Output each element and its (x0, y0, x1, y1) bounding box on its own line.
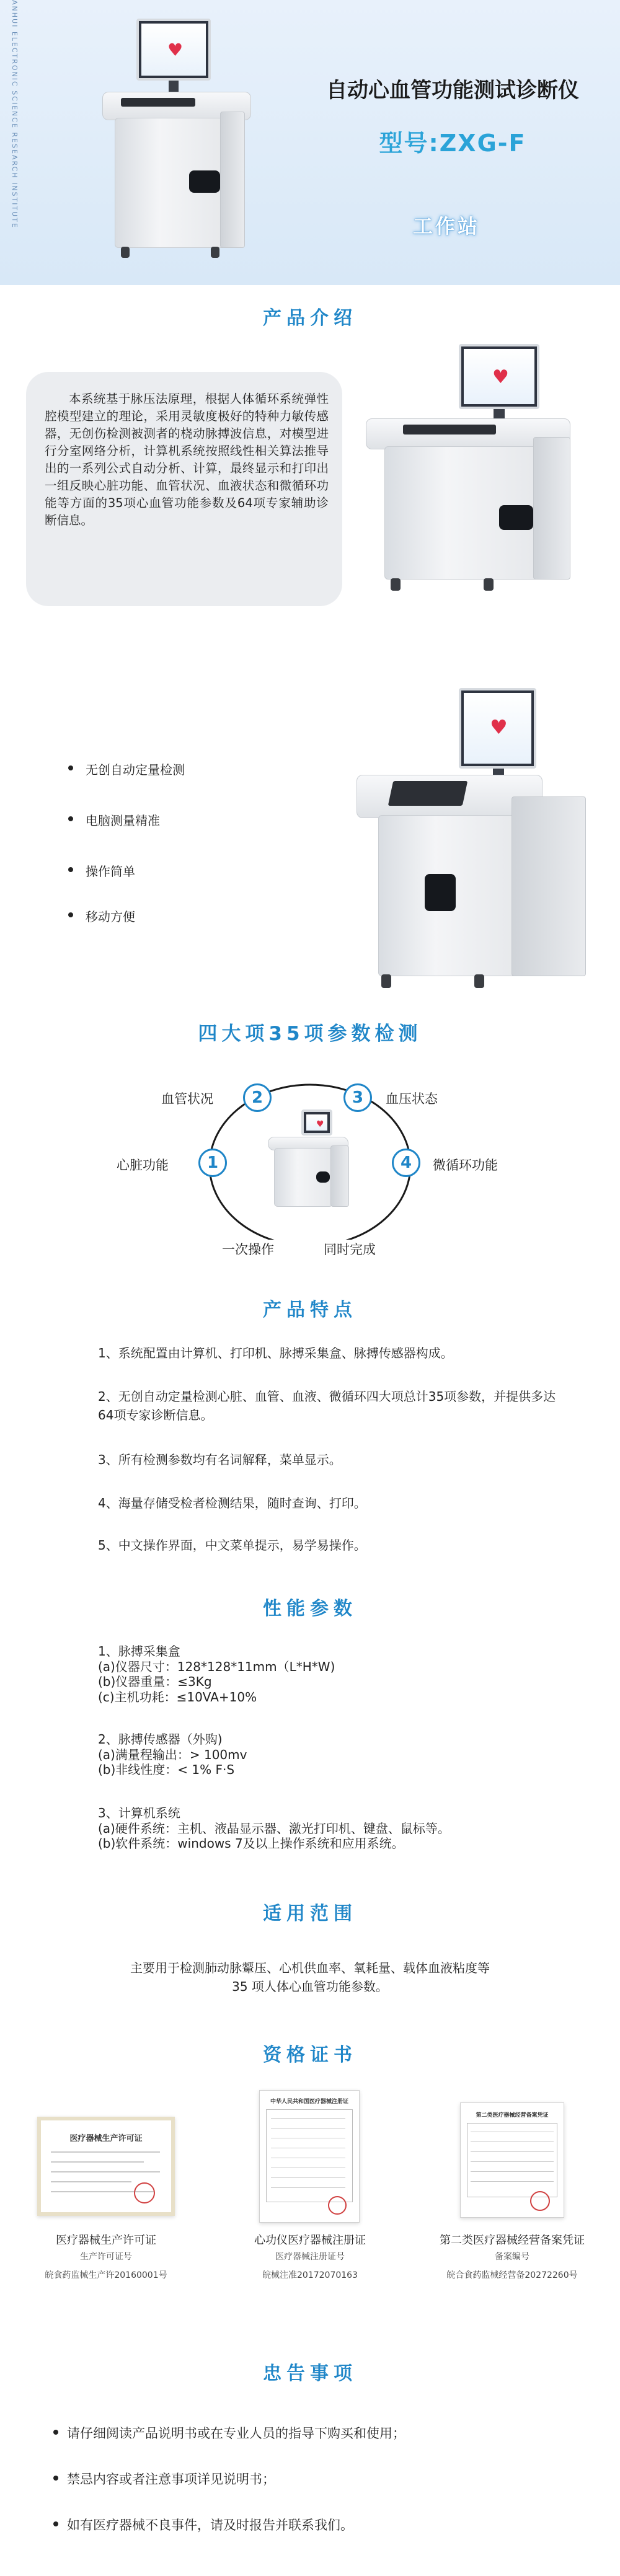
monitor (136, 19, 211, 81)
certificate-sub-1a: 生产许可证号 (80, 2252, 132, 2262)
seal-stamp (328, 2196, 347, 2215)
model-number: 型号:ZXG-F (379, 130, 526, 157)
characteristic-item: 4、海量存储受检者检测结果，随时查询、打印。 (98, 1496, 366, 1511)
param-label-microcirculation: 微循环功能 (433, 1158, 498, 1173)
scope-heading: 适用范围 (263, 1903, 357, 1925)
diagram-bottom-right: 同时完成 (324, 1242, 376, 1257)
heart-icon: ♥ (492, 366, 509, 388)
hero-machine-image (93, 19, 254, 260)
scope-line-1: 主要用于检测肺动脉颦压、心机供血率、氧耗量、载体血液粘度等 (130, 1961, 490, 1975)
warning-item: 请仔细阅读产品说明书或在专业人员的指导下购买和使用； (67, 2424, 405, 2442)
characteristic-item: 1、系统配置由计算机、打印机、脉搏采集盒、脉搏传感器构成。 (98, 1346, 453, 1361)
warnings-heading: 忠告事项 (263, 2363, 357, 2384)
feature-item: 无创自动定量检测 (86, 760, 185, 778)
intro-machine-image (366, 344, 601, 592)
intro-text: 本系统基于脉压法原理，根据人体循环系统弹性腔模型建立的理论，采用灵敏度极好的特种力敏传感器，无创伤检测被测者的桡动脉搏波信息，对模型进行分室网络分析，计算机系统按照线性相关算法推导出的一系列公式自动分析、计算，最终显示和打印出一组反映心脏功能、血管状况、血液状态和微循环功能等方面的35项心血管功能参数及64项专家辅助诊断信息。 (45, 392, 329, 527)
diagram-bottom-left: 一次操作 (222, 1242, 274, 1257)
certificate-name-2: 心功仪医疗器械注册证 (254, 2234, 366, 2247)
seal-stamp (134, 2182, 155, 2203)
scope-line-2: 35 项人体心血管功能参数。 (232, 1979, 388, 1994)
warning-item: 如有医疗器械不良事件，请及时报告并联系我们。 (67, 2515, 353, 2534)
diagram-machine-image: ♥ (265, 1109, 358, 1218)
feature-item: 电脑测量精准 (86, 811, 160, 829)
features-machine-image (356, 688, 604, 998)
certificate-sub-1b: 皖食药监械生产许20160001号 (45, 2270, 167, 2280)
certificate-name-1: 医疗器械生产许可证 (56, 2234, 156, 2247)
certificate-image-1: 医疗器械生产许可证 (37, 2117, 175, 2216)
param-label-pressure: 血压状态 (386, 1092, 438, 1106)
monitor (459, 688, 536, 769)
feature-item: 移动方便 (86, 907, 135, 925)
performance-heading: 性能参数 (263, 1598, 357, 1620)
param-number-2: 2 (243, 1083, 272, 1112)
characteristics-heading: 产品特点 (263, 1299, 357, 1321)
param-number-3: 3 (343, 1083, 372, 1112)
characteristic-item: 3、所有检测参数均有名词解释，菜单显示。 (98, 1452, 342, 1467)
intro-heading: 产品介绍 (263, 307, 357, 329)
hero-banner (0, 0, 620, 285)
param-number-4: 4 (392, 1149, 420, 1177)
product-title: 自动心血管功能测试诊断仪 (326, 78, 579, 103)
monitor (459, 344, 539, 409)
certificate-name-3: 第二类医疗器械经营备案凭证 (440, 2234, 585, 2247)
certificate-image-3: 第二类医疗器械经营备案凭证 (460, 2102, 564, 2218)
characteristic-item: 5、中文操作界面，中文菜单提示，易学易操作。 (98, 1538, 366, 1553)
perf-group-2: 2、脉搏传感器（外购) (a)满量程输出：> 100mv (b)非线性度：< 1% F·S (98, 1732, 247, 1777)
param-number-1: 1 (198, 1149, 227, 1177)
param-label-vessels: 血管状况 (161, 1092, 213, 1106)
param-label-heart: 心脏功能 (117, 1158, 169, 1173)
seal-stamp (530, 2191, 550, 2211)
certificate-image-2: 中华人民共和国医疗器械注册证 (259, 2090, 360, 2223)
workstation-tag: 工作站 (412, 214, 480, 238)
certificate-sub-3b: 皖合食药监械经营备20272260号 (446, 2270, 578, 2280)
hero-vertical-text: ANHUI ELECTRONIC SCIENCE RESEARCH INSTITUTE (11, 0, 19, 229)
certificates-heading: 资格证书 (263, 2044, 357, 2066)
perf-group-1: 1、脉搏采集盒 (a)仪器尺寸：128*128*11mm（L*H*W) (b)仪器重量：≤3Kg (c)主机功耗：≤10VA+10% (98, 1644, 335, 1705)
perf-group-3: 3、计算机系统 (a)硬件系统：主机、液晶显示器、激光打印机、键盘、鼠标等。 (b)软件系统：windows 7及以上操作系统和应用系统。 (98, 1806, 450, 1851)
warning-item: 禁忌内容或者注意事项详见说明书； (67, 2469, 275, 2488)
heart-icon: ♥ (167, 40, 184, 60)
certificate-sub-2a: 医疗器械注册证号 (275, 2252, 345, 2262)
characteristic-item: 2、无创自动定量检测心脏、血管、血液、微循环四大项总计35项参数，并提供多达64项专家诊断信息。 (98, 1389, 556, 1423)
feature-item: 操作简单 (86, 862, 135, 880)
heart-icon: ♥ (490, 715, 508, 739)
params-diagram-title: 四大项35项参数检测 (198, 1023, 422, 1045)
certificate-sub-2b: 皖械注准20172070163 (262, 2270, 358, 2280)
certificate-sub-3a: 备案编号 (495, 2252, 529, 2262)
